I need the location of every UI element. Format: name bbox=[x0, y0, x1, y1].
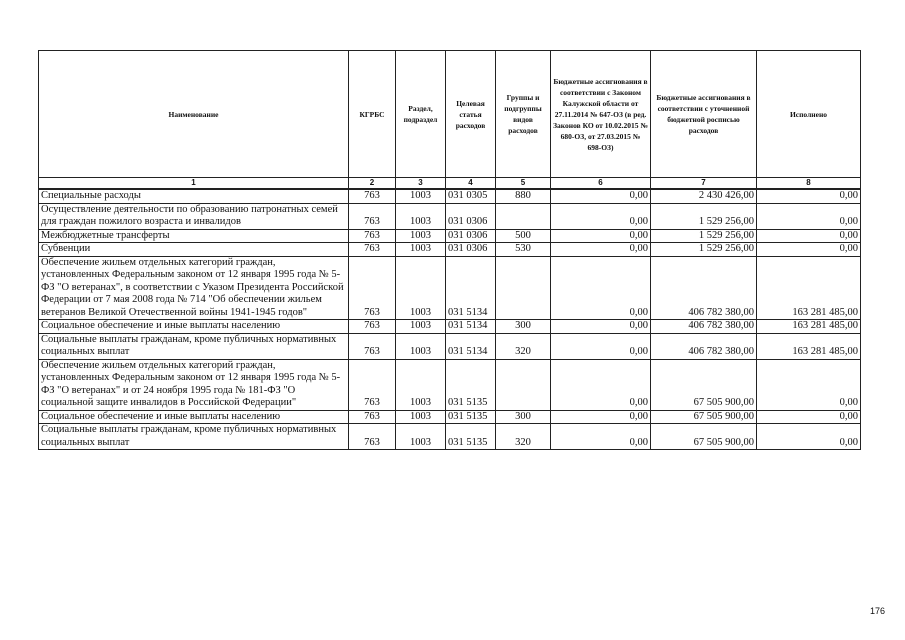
row-name: Осуществление деятельности по образованию патронатных семей для граждан пожилого возраста и инвалидов bbox=[39, 203, 349, 229]
row-name: Межбюджетные трансферты bbox=[39, 229, 349, 243]
row-kgrbs: 763 bbox=[349, 189, 396, 203]
table-row bbox=[39, 410, 861, 424]
row-budget-law: 0,00 bbox=[551, 424, 651, 450]
row-executed: 163 281 485,00 bbox=[757, 333, 861, 359]
page-number: 176 bbox=[870, 606, 886, 616]
row-executed: 0,00 bbox=[757, 229, 861, 243]
table-row bbox=[39, 189, 861, 203]
row-group: 530 bbox=[496, 243, 551, 257]
row-target: 031 5134 bbox=[446, 320, 496, 334]
header-name: Наименование bbox=[39, 51, 349, 178]
column-number: 5 bbox=[496, 178, 551, 190]
row-name: Субвенции bbox=[39, 243, 349, 257]
row-executed: 0,00 bbox=[757, 424, 861, 450]
row-kgrbs: 763 bbox=[349, 229, 396, 243]
row-budget-list: 67 505 900,00 bbox=[651, 410, 757, 424]
row-group bbox=[496, 256, 551, 320]
header-budget-law: Бюджетные ассигнования в соответствии с Законом Калужской области от 27.11.2014 № 647-ОЗ (в ред. Законов КО от 10.02.2015 № 680-ОЗ, от 27.03.2015 № 698-ОЗ) bbox=[551, 51, 651, 178]
row-executed: 0,00 bbox=[757, 410, 861, 424]
row-budget-list: 67 505 900,00 bbox=[651, 424, 757, 450]
row-name: Специальные расходы bbox=[39, 189, 349, 203]
row-section: 1003 bbox=[396, 229, 446, 243]
header-section: Раздел, подраздел bbox=[396, 51, 446, 178]
column-number: 7 bbox=[651, 178, 757, 190]
row-section: 1003 bbox=[396, 203, 446, 229]
row-target: 031 0305 bbox=[446, 189, 496, 203]
row-kgrbs: 763 bbox=[349, 333, 396, 359]
row-budget-law: 0,00 bbox=[551, 256, 651, 320]
row-executed: 0,00 bbox=[757, 359, 861, 410]
row-budget-list: 1 529 256,00 bbox=[651, 203, 757, 229]
budget-table bbox=[38, 50, 861, 450]
row-target: 031 5134 bbox=[446, 333, 496, 359]
row-name: Социальное обеспечение и иные выплаты населению bbox=[39, 410, 349, 424]
table-row bbox=[39, 359, 861, 410]
row-group: 300 bbox=[496, 410, 551, 424]
row-group: 320 bbox=[496, 424, 551, 450]
row-budget-list: 1 529 256,00 bbox=[651, 243, 757, 257]
row-budget-law: 0,00 bbox=[551, 359, 651, 410]
row-name: Социальное обеспечение и иные выплаты населению bbox=[39, 320, 349, 334]
row-group bbox=[496, 359, 551, 410]
row-kgrbs: 763 bbox=[349, 243, 396, 257]
row-budget-law: 0,00 bbox=[551, 320, 651, 334]
row-target: 031 5135 bbox=[446, 424, 496, 450]
row-budget-law: 0,00 bbox=[551, 333, 651, 359]
row-kgrbs: 763 bbox=[349, 203, 396, 229]
row-target: 031 0306 bbox=[446, 243, 496, 257]
row-section: 1003 bbox=[396, 424, 446, 450]
row-target: 031 5135 bbox=[446, 359, 496, 410]
table-row bbox=[39, 320, 861, 334]
row-budget-list: 406 782 380,00 bbox=[651, 320, 757, 334]
row-target: 031 5135 bbox=[446, 410, 496, 424]
row-section: 1003 bbox=[396, 333, 446, 359]
column-number: 1 bbox=[39, 178, 349, 190]
table-row bbox=[39, 243, 861, 257]
row-section: 1003 bbox=[396, 320, 446, 334]
table-row bbox=[39, 203, 861, 229]
column-number: 6 bbox=[551, 178, 651, 190]
row-kgrbs: 763 bbox=[349, 410, 396, 424]
row-executed: 0,00 bbox=[757, 243, 861, 257]
row-budget-list: 67 505 900,00 bbox=[651, 359, 757, 410]
header-kgrbs: КГРБС bbox=[349, 51, 396, 178]
header-target: Целевая статья расходов bbox=[446, 51, 496, 178]
row-budget-list: 2 430 426,00 bbox=[651, 189, 757, 203]
row-section: 1003 bbox=[396, 243, 446, 257]
column-number-row bbox=[39, 178, 861, 190]
row-section: 1003 bbox=[396, 410, 446, 424]
row-group: 320 bbox=[496, 333, 551, 359]
row-budget-law: 0,00 bbox=[551, 203, 651, 229]
column-number: 4 bbox=[446, 178, 496, 190]
row-budget-law: 0,00 bbox=[551, 243, 651, 257]
row-executed: 0,00 bbox=[757, 189, 861, 203]
row-section: 1003 bbox=[396, 256, 446, 320]
row-budget-list: 406 782 380,00 bbox=[651, 333, 757, 359]
row-kgrbs: 763 bbox=[349, 424, 396, 450]
column-number: 8 bbox=[757, 178, 861, 190]
row-budget-law: 0,00 bbox=[551, 189, 651, 203]
row-budget-list: 1 529 256,00 bbox=[651, 229, 757, 243]
row-name: Обеспечение жильем отдельных категорий граждан, установленных Федеральным законом от 12 января 1995 года № 5-ФЗ "О ветеранах", в соответствии с Указом Президента Российской Федерации от 7 мая 2008 года № 714 "Об обеспечении жильем ветеранов Великой Отечественной войны 1941-1945 годов" bbox=[39, 256, 349, 320]
column-number: 2 bbox=[349, 178, 396, 190]
header-budget-list: Бюджетные ассигнования в соответствии с уточненной бюджетной росписью расходов bbox=[651, 51, 757, 178]
row-target: 031 5134 bbox=[446, 256, 496, 320]
row-executed: 163 281 485,00 bbox=[757, 256, 861, 320]
row-executed: 163 281 485,00 bbox=[757, 320, 861, 334]
row-budget-law: 0,00 bbox=[551, 410, 651, 424]
row-target: 031 0306 bbox=[446, 229, 496, 243]
row-budget-law: 0,00 bbox=[551, 229, 651, 243]
table-header-row bbox=[39, 51, 861, 178]
row-group: 880 bbox=[496, 189, 551, 203]
row-kgrbs: 763 bbox=[349, 320, 396, 334]
row-name: Социальные выплаты гражданам, кроме публичных нормативных социальных выплат bbox=[39, 333, 349, 359]
row-kgrbs: 763 bbox=[349, 359, 396, 410]
row-group bbox=[496, 203, 551, 229]
row-name: Социальные выплаты гражданам, кроме публичных нормативных социальных выплат bbox=[39, 424, 349, 450]
table-row bbox=[39, 424, 861, 450]
row-name: Обеспечение жильем отдельных категорий граждан, установленных Федеральным законом от 12 января 1995 года № 5-ФЗ "О ветеранах" и от 24 ноября 1995 года № 181-ФЗ "О социальной защите инвалидов в Российской Федерации" bbox=[39, 359, 349, 410]
row-kgrbs: 763 bbox=[349, 256, 396, 320]
row-section: 1003 bbox=[396, 189, 446, 203]
column-number: 3 bbox=[396, 178, 446, 190]
row-budget-list: 406 782 380,00 bbox=[651, 256, 757, 320]
header-executed: Исполнено bbox=[757, 51, 861, 178]
row-section: 1003 bbox=[396, 359, 446, 410]
table-row bbox=[39, 229, 861, 243]
row-group: 500 bbox=[496, 229, 551, 243]
table-row bbox=[39, 333, 861, 359]
header-groups: Группы и подгруппы видов расходов bbox=[496, 51, 551, 178]
row-group: 300 bbox=[496, 320, 551, 334]
table-row bbox=[39, 256, 861, 320]
row-executed: 0,00 bbox=[757, 203, 861, 229]
row-target: 031 0306 bbox=[446, 203, 496, 229]
